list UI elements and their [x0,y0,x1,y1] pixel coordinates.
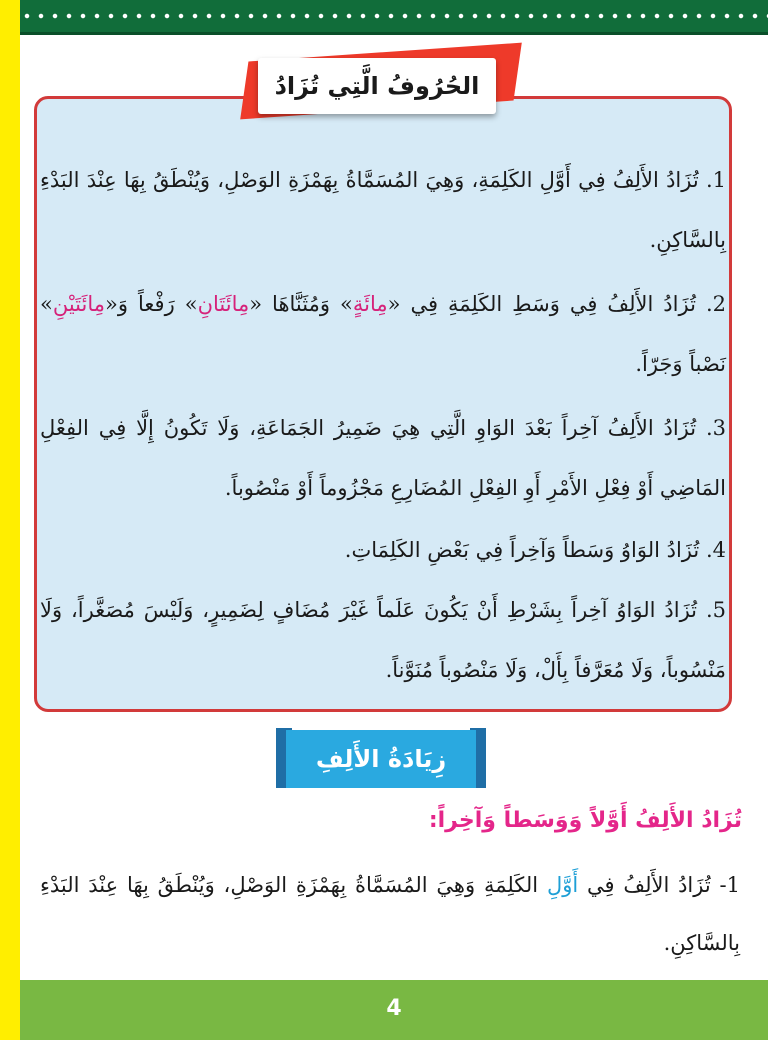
rule-text-mid: » وَمُثَنَّاهَا « [249,292,353,316]
rule-text: تُزَادُ الأَلِفُ آخِراً بَعْدَ الوَاوِ الَّتِي هِيَ ضَمِيرُ الجَمَاعَةِ، وَلَا تَكُونُ إِلَّا فِي الفِعْلِ المَاضِي أَوْ فِعْلِ الأَمْرِ أَوِ الفِعْلِ المُضَارِعِ مَجْزُوماً أَوْ مَنْصُوباً. [40,416,726,500]
highlight-word: مِائَتَانِ [197,292,250,316]
rule-text-pre: تُزَادُ الأَلِفُ فِي وَسَطِ الكَلِمَةِ فِي « [387,292,696,316]
rule-5 [40,580,726,700]
rule-text: تُزَادُ الأَلِفُ فِي أَوَّلِ الكَلِمَةِ، وَهِيَ المُسَمَّاةُ بِهَمْزَةِ الوَصْلِ، وَيُنْطَقُ بِهَا عِنْدَ البَدْءِ بِالسَّاكِنِ. [40,168,726,252]
section-heading-tab [276,728,486,788]
rule-3 [40,398,726,518]
rule-number: 5. [705,598,726,622]
rule-1 [40,150,726,270]
dot-pattern [20,12,768,20]
highlight-word: مِائَةٍ [352,292,388,316]
highlight-word: أَوَّلِ [546,873,579,897]
item-text-pre: تُزَادُ الأَلِفُ فِي [586,873,711,897]
rule-number: 4. [705,538,726,562]
rule-text-post: » نَصْباً وَجَرّاً. [40,292,726,376]
section-heading: زِيَادَةُ الأَلِفِ [315,745,447,773]
bottom-bar [20,980,768,1040]
item-1 [40,856,740,972]
rule-2 [40,274,726,394]
left-yellow-strip [0,0,20,1040]
tab-body [286,730,476,788]
rule-number: 1. [705,168,726,192]
item-text-post: الكَلِمَةِ وَهِيَ المُسَمَّاةُ بِهَمْزَةِ الوَصْلِ، وَيُنْطَقُ بِهَا عِنْدَ البَدْءِ بِالسَّاكِنِ. [40,873,740,955]
page-number: 4 [386,996,402,1021]
highlight-word: مِائَتَيْنِ [52,292,106,316]
rule-number: 3. [705,416,726,440]
rule-number: 2. [705,292,726,316]
subheading: تُزَادُ الأَلِفُ أَوَّلاً وَوَسَطاً وَآخِراً: [428,808,742,833]
rule-text: تُزَادُ الوَاوُ آخِراً بِشَرْطِ أَنْ يَكُونَ عَلَماً غَيْرَ مُضَافٍ لِضَمِيرٍ، وَلَيْسَ مُصَغَّراً، وَلَا مَنْسُوباً، وَلَا مُعَرَّفاً بِأَلْ، وَلَا مَنْصُوباً مُنَوَّناً. [40,598,726,682]
ribbon-label [258,58,496,114]
title-ribbon [246,40,516,130]
item-number: 1- [719,873,740,897]
top-decorative-bar [20,0,768,35]
rule-text-mid: » رَفْعاً وَ« [105,292,198,316]
banner-title: الحُرُوفُ الَّتِي تُزَادُ [274,72,480,100]
rule-4 [40,520,726,580]
rule-text: تُزَادُ الوَاوُ وَسَطاً وَآخِراً فِي بَعْضِ الكَلِمَاتِ. [344,538,700,562]
